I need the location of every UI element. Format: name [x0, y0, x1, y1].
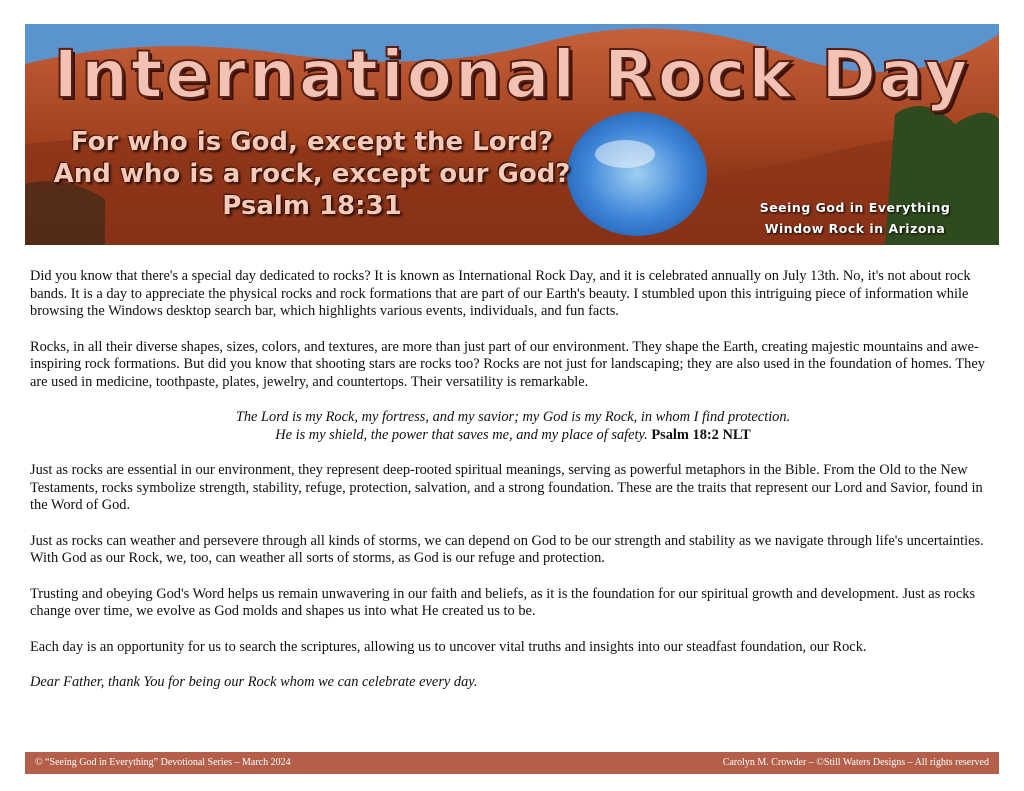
credit-series: Seeing God in Everything	[759, 200, 951, 215]
paragraph-1: Did you know that there's a special day dedicated to rocks? It is known as International Rock Day, and it is celebrated annually on July 13th. No, it's not about rock bands. It is a day to appreciate the physical rocks and rock formations that are part of our Earth's beauty. I stumbled upon this intriguing piece of information while browsing the Windows desktop search bar, which highlights various events, individuals, and fun facts.	[30, 268, 971, 319]
quote-line-1: For who is God, except the Lord?	[70, 127, 554, 157]
banner-title: International Rock Day	[53, 36, 971, 113]
credit-location: Window Rock in Arizona	[764, 221, 946, 236]
paragraph-5: Trusting and obeying God's Word helps us remain unwavering in our faith and beliefs, as it is the foundation for our spiritual growth and development. Just as rocks change over time, we evolve as God molds and shapes us into what He created us to be.	[30, 585, 976, 619]
quote-reference: Psalm 18:31	[222, 191, 402, 221]
verse-line-2: He is my shield, the power that saves me, and my place of safety.	[275, 426, 648, 443]
footer-bar	[25, 752, 999, 774]
paragraph-3: Just as rocks are essential in our environment, they represent deep-rooted spiritual meanings, serving as powerful metaphors in the Bible. From the Old to the New Testaments, rocks symbolize strength, stability, refuge, protection, salvation, and a strong foundation. These are the traits that represent our Lord and Savior, found in the Word of God.	[30, 462, 983, 513]
paragraph-2: Rocks, in all their diverse shapes, sizes, colors, and textures, are more than just part of our environment. They shape the Earth, creating majestic mountains and awe-inspiring rock formations. But did you know that shooting stars are rocks too? Rocks are not just for landscaping; they are also used in the foundation of homes. They are used in medicine, toothpaste, plates, jewelry, and countertops. Their versatility is remarkable.	[30, 338, 985, 390]
paragraph-4: Just as rocks can weather and persevere through all kinds of storms, we can depend on God to be our strength and stability as we navigate through life's uncertainties. With God as our Rock, we, too, can weather all sorts of storms, as God is our refuge and protection.	[30, 532, 984, 566]
footer-copyright: Carolyn M. Crowder – ©Still Waters Designs – All rights reserved	[722, 757, 989, 768]
quote-line-2: And who is a rock, except our God?	[53, 159, 571, 189]
verse-reference: Psalm 18:2 NLT	[651, 426, 751, 443]
article-body	[30, 268, 996, 710]
closing-prayer: Dear Father, thank You for being our Rock whom we can celebrate every day.	[30, 674, 478, 690]
scripture-quote	[30, 409, 996, 444]
banner-quote	[47, 126, 577, 222]
header-banner	[25, 24, 999, 245]
verse-line-1: The Lord is my Rock, my fortress, and my savior; my God is my Rock, in whom I find protection.	[235, 409, 791, 425]
banner-credit	[755, 197, 955, 239]
footer-series: © “Seeing God in Everything” Devotional Series – March 2024	[35, 757, 291, 768]
paragraph-6: Each day is an opportunity for us to search the scriptures, allowing us to uncover vital truths and insights into our steadfast foundation, our Rock.	[30, 638, 867, 655]
